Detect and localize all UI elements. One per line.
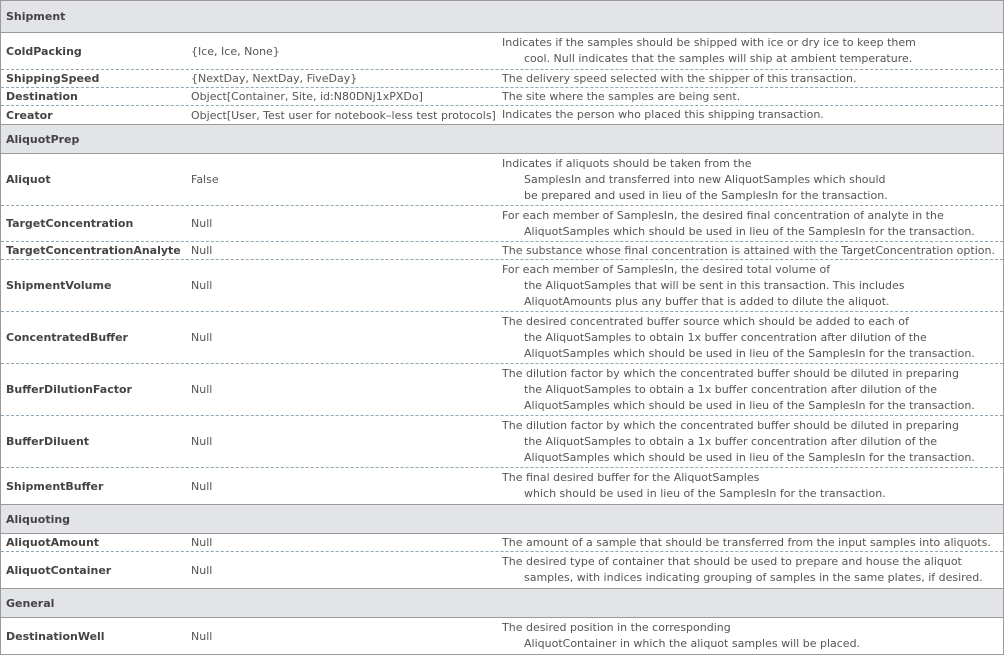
option-description xyxy=(502,35,999,67)
option-row-aliquot xyxy=(1,154,1003,206)
option-row-creator xyxy=(1,106,1003,124)
option-row-destination xyxy=(1,88,1003,106)
option-description xyxy=(502,89,999,105)
description-line: the AliquotSamples to obtain a 1x buffer concentration after dilution of the xyxy=(524,434,938,448)
option-name: DestinationWell xyxy=(6,629,105,643)
description-line: The dilution factor by which the concentrated buffer should be diluted in preparing xyxy=(502,366,960,380)
section-header-aliquoting: Aliquoting xyxy=(1,504,1003,534)
description-line: The desired concentrated buffer source which should be added to each of xyxy=(502,314,909,328)
option-value: False xyxy=(191,173,219,186)
description-line: The desired position in the corresponding xyxy=(502,621,731,634)
option-name: Destination xyxy=(6,90,78,103)
description-line: the AliquotSamples that will be sent in this transaction. This includes xyxy=(524,278,905,292)
option-name: BufferDilutionFactor xyxy=(6,383,132,396)
description-line: AliquotSamples which should be used in lieu of the SamplesIn for the transaction. xyxy=(524,346,975,360)
option-value: Null xyxy=(191,563,213,577)
description-line: which should be used in lieu of the SamplesIn for the transaction. xyxy=(524,487,886,500)
option-description xyxy=(502,366,999,414)
option-description xyxy=(502,418,999,466)
description-line: For each member of SamplesIn, the desired total volume of xyxy=(502,262,831,276)
option-name: TargetConcentrationAnalyte xyxy=(6,244,181,257)
option-description xyxy=(502,620,999,652)
option-value: Null xyxy=(191,217,213,230)
option-row-concentrated-buffer xyxy=(1,312,1003,364)
option-description xyxy=(502,208,999,240)
section-header-general: General xyxy=(1,588,1003,618)
option-row-target-concentration-analyte xyxy=(1,242,1003,260)
option-name: AliquotAmount xyxy=(6,536,100,549)
option-value: Null xyxy=(191,629,213,643)
description-line: The final desired buffer for the AliquotSamples xyxy=(502,471,760,484)
description-line: SamplesIn and transferred into new AliquotSamples which should xyxy=(524,172,886,186)
option-row-cold-packing xyxy=(1,33,1003,70)
option-row-destination-well xyxy=(1,618,1003,654)
option-description xyxy=(502,156,999,204)
option-description xyxy=(502,71,999,87)
option-row-shipment-volume xyxy=(1,260,1003,312)
option-description xyxy=(502,243,999,259)
description-line: The substance whose final concentration is attained with the TargetConcentration option. xyxy=(502,243,995,257)
description-line: cool. Null indicates that the samples will ship at ambient temperature. xyxy=(524,52,913,65)
option-row-aliquot-container xyxy=(1,552,1003,588)
option-description xyxy=(502,107,999,123)
description-line: The desired type of container that should be used to prepare and house the aliquot xyxy=(502,555,962,568)
option-row-shipping-speed xyxy=(1,70,1003,88)
option-name: TargetConcentration xyxy=(6,217,134,230)
option-name: AliquotContainer xyxy=(6,563,112,577)
description-line: AliquotAmounts plus any buffer that is added to dilute the aliquot. xyxy=(524,294,890,308)
option-name: ConcentratedBuffer xyxy=(6,331,128,344)
option-description xyxy=(502,535,999,551)
option-name: ColdPacking xyxy=(6,44,82,58)
option-value: Object[Container, Site, id:N80DNj1xPXDo] xyxy=(191,90,423,103)
description-line: Indicates if the samples should be shipped with ice or dry ice to keep them xyxy=(502,36,916,49)
description-line: AliquotSamples which should be used in lieu of the SamplesIn for the transaction. xyxy=(524,398,975,412)
option-value: Null xyxy=(191,279,213,292)
option-value: Null xyxy=(191,435,213,448)
option-value: Object[User, Test user for notebook–less test protocols] xyxy=(191,108,496,122)
option-description xyxy=(502,262,999,310)
option-value: Null xyxy=(191,331,213,344)
option-row-buffer-dilution-factor xyxy=(1,364,1003,416)
description-line: AliquotContainer in which the aliquot samples will be placed. xyxy=(524,637,861,650)
option-description xyxy=(502,470,999,502)
option-name: Creator xyxy=(6,108,53,122)
option-name: Aliquot xyxy=(6,173,51,186)
section-header-shipment: Shipment xyxy=(1,0,1003,33)
section-header-aliquot-prep: AliquotPrep xyxy=(1,124,1003,154)
description-line: be prepared and used in lieu of the SamplesIn for the transaction. xyxy=(524,188,888,202)
option-value: Null xyxy=(191,383,213,396)
option-name: BufferDiluent xyxy=(6,435,90,448)
option-value: Null xyxy=(191,536,213,549)
option-value: Null xyxy=(191,479,213,493)
description-line: Indicates if aliquots should be taken from the xyxy=(502,156,752,170)
option-name: ShipmentVolume xyxy=(6,279,112,292)
option-value: Null xyxy=(191,244,213,257)
option-row-target-concentration xyxy=(1,206,1003,242)
option-description xyxy=(502,554,999,586)
description-line: Indicates the person who placed this shipping transaction. xyxy=(502,108,824,121)
description-line: The amount of a sample that should be transferred from the input samples into aliquots. xyxy=(502,535,991,549)
option-row-aliquot-amount xyxy=(1,534,1003,552)
option-value: {Ice, Ice, None} xyxy=(191,44,280,58)
description-line: the AliquotSamples to obtain a 1x buffer concentration after dilution of the xyxy=(524,382,938,396)
description-line: AliquotSamples which should be used in lieu of the SamplesIn for the transaction. xyxy=(524,224,975,238)
option-name: ShipmentBuffer xyxy=(6,479,104,493)
description-line: samples, with indices indicating grouping of samples in the same plates, if desired. xyxy=(524,571,983,584)
option-description xyxy=(502,314,999,362)
option-value: {NextDay, NextDay, FiveDay} xyxy=(191,72,358,85)
option-row-buffer-diluent xyxy=(1,416,1003,468)
description-line: AliquotSamples which should be used in lieu of the SamplesIn for the transaction. xyxy=(524,450,975,464)
description-line: The delivery speed selected with the shipper of this transaction. xyxy=(502,71,857,85)
description-line: The dilution factor by which the concentrated buffer should be diluted in preparing xyxy=(502,418,960,432)
description-line: The site where the samples are being sent. xyxy=(502,89,741,103)
option-row-shipment-buffer xyxy=(1,468,1003,504)
description-line: the AliquotSamples to obtain 1x buffer concentration after dilution of the xyxy=(524,330,927,344)
option-name: ShippingSpeed xyxy=(6,72,100,85)
description-line: For each member of SamplesIn, the desired final concentration of analyte in the xyxy=(502,208,944,222)
